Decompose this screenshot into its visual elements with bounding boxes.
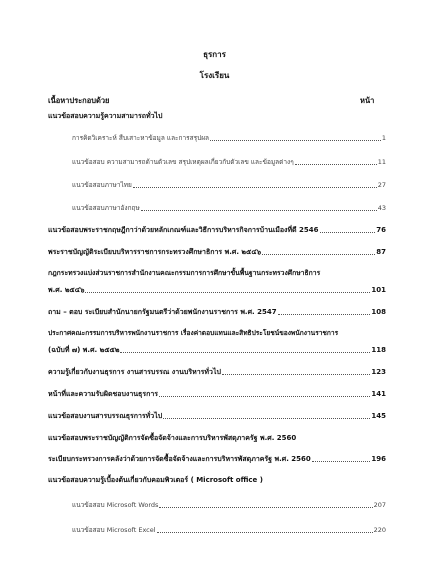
section-general-heading: แนวข้อสอบความรู้ความสามารถทั่วไป [48,112,163,120]
toc-entry-text: พ.ศ. ๒๕๔๖ [48,286,85,294]
document-subtitle: โรงเรียน [199,71,230,80]
toc-entry-text: แนวข้อสอบภาษาไทย [72,181,132,189]
toc-entry-text-line1: ประกาศคณะกรรมการบริหารพนักงานราชการ เรื่องค่าตอบแทนและสิทธิประโยชน์ของพนักงานราชการ [48,329,339,337]
leader-dots [133,187,377,188]
toc-entry-text: แนวข้อสอบ ความสามารถด้านตัวเลข สรุปเหตุผลเกี่ยวกับตัวเลข และข้อมูลต่างๆ [72,158,294,166]
toc-entry [48,286,386,295]
leader-dots [120,352,370,353]
page-column-heading: หน้า [360,96,375,105]
toc-entry [72,181,386,190]
leader-dots [159,507,372,508]
toc-entry-page: 1 [381,134,386,142]
toc-entry-page: 101 [371,286,386,294]
toc-entry-text: แนวข้อสอบงานสารบรรณธุรการทั่วไป [48,412,163,420]
leader-dots [210,140,381,141]
leader-dots [312,461,371,462]
leader-dots [295,164,377,165]
toc-entry-text: หน้าที่และความรับผิดชอบงานธุรการ [48,390,159,398]
toc-entry-page: 43 [377,204,386,212]
toc-entry-page: 196 [371,455,386,463]
toc-entry-text: แนวข้อสอบความรู้เบื้องต้นเกี่ยวกับคอมพิวเตอร์ ( Microsoft office ) [48,476,263,484]
leader-dots [222,374,370,375]
leader-dots [85,292,370,293]
toc-entry [48,226,386,235]
leader-dots [262,254,375,255]
toc-entry [72,158,386,167]
toc-entry [72,204,386,213]
toc-entry-page: 87 [376,248,386,256]
toc-entry [48,308,386,317]
toc-entry-text: แนวข้อสอบพระราชกฤษฎีกาว่าด้วยหลักเกณฑ์และวิธีการบริหารกิจการบ้านเมืองที่ดี 2546 [48,226,319,234]
toc-entry-page: 108 [371,308,386,316]
toc-entry-page: 141 [371,390,386,398]
toc-entry-text: ถาม – ตอบ ระเบียบสำนักนายกรัฐมนตรีว่าด้วยพนักงานราชการ พ.ศ. 2547 [48,308,277,316]
toc-entry [48,248,386,257]
toc-entry-text-line1: กฎกระทรวงแบ่งส่วนราชการสำนักงานคณะกรรมการการศึกษาขั้นพื้นฐานกระทรวงศึกษาธิการ [48,269,321,277]
leader-dots [141,210,377,211]
toc-entry-text: (ฉบับที่ ๗) พ.ศ. ๒๕๕๒ [48,346,120,354]
toc-entry-page: 220 [373,526,386,534]
toc-entry-page: 11 [377,158,386,166]
toc-entry [48,412,386,421]
toc-entry-page: 123 [371,368,386,376]
leader-dots [320,232,376,233]
toc-entry-page: 27 [377,181,386,189]
toc-entry [72,134,386,143]
toc-entry-page: 145 [371,412,386,420]
toc-entry-page: 118 [371,346,386,354]
toc-entry-text: ความรู้เกี่ยวกับงานธุรการ งานสารบรรณ งานบริหารทั่วไป [48,368,221,376]
toc-entry [72,501,386,510]
toc-entry-text: แนวข้อสอบพระราชบัญญัติการจัดซื้อจัดจ้างและการบริหารพัสดุภาครัฐ พ.ศ. 2560 [48,434,297,442]
toc-entry [48,346,386,355]
toc-entry-text: การคิดวิเคราะห์ สืบเสาะหาข้อมูล และการสรุปผล [72,134,210,142]
toc-entry-page: 207 [373,501,386,509]
leader-dots [278,314,371,315]
contents-heading: เนื้อหาประกอบด้วย [48,96,110,105]
toc-entry [48,455,386,464]
toc-entry [72,526,386,535]
toc-entry-text: แนวข้อสอบ Microsoft Words [72,501,159,509]
toc-entry-text: ระเบียบกระทรวงการคลังว่าด้วยการจัดซื้อจัดจ้างและการบริหารพัสดุภาครัฐ พ.ศ. 2560 [48,455,311,463]
leader-dots [157,532,373,533]
toc-entry [48,368,386,377]
toc-entry-page: 76 [376,226,386,234]
toc-entry [48,390,386,399]
leader-dots [159,396,370,397]
leader-dots [163,418,370,419]
toc-entry-text: แนวข้อสอบภาษาอังกฤษ [72,204,140,212]
document-title: ธุรการ [203,50,226,59]
toc-entry-text: พระราชบัญญัติระเบียบบริหารราชการกระทรวงศึกษาธิการ พ.ศ. ๒๕๔๖ [48,248,262,256]
toc-entry-text: แนวข้อสอบ Microsoft Excel [72,526,156,534]
